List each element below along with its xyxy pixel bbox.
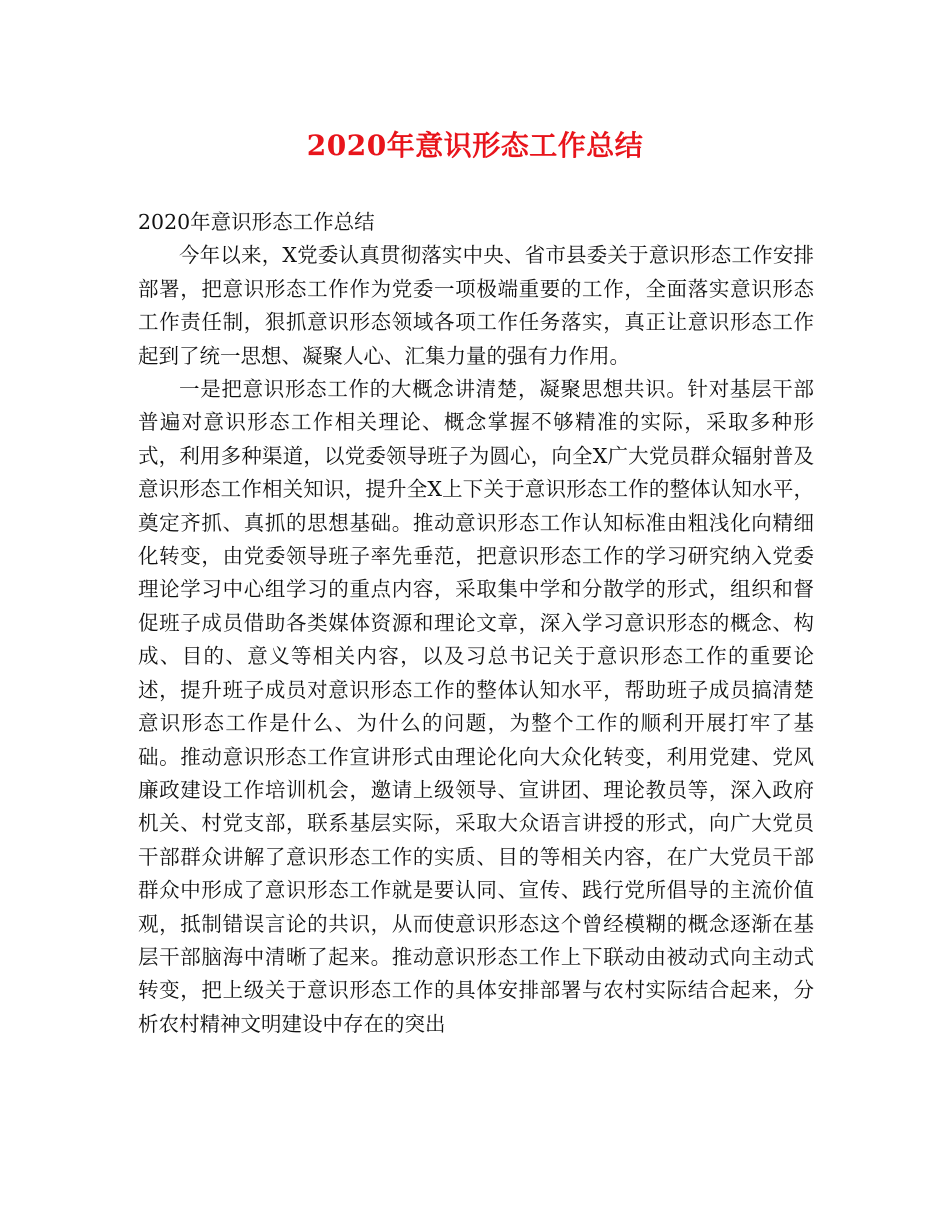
- document-title: 2020年意识形态工作总结: [306, 129, 644, 162]
- document-body: [138, 206, 814, 1041]
- document-subtitle: 2020年意识形态工作总结: [138, 210, 375, 234]
- paragraph-point-one: 一是把意识形态工作的大概念讲清楚，凝聚思想共识。针对基层干部普遍对意识形态工作相关理论、概念掌握不够精准的实际，采取多种形式，利用多种渠道，以党委领导班子为圆心，向全X广大党员群众辐射普及意识形态工作相关知识，提升全X上下关于意识形态工作的整体认知水平，奠定齐抓、真抓的思想基础。推动意识形态工作认知标准由粗浅化向精细化转变，由党委领导班子率先垂范，把意识形态工作的学习研究纳入党委理论学习中心组学习的重点内容，采取集中学和分散学的形式，组织和督促班子成员借助各类媒体资源和理论文章，深入学习意识形态的概念、构成、目的、意义等相关内容，以及习总书记关于意识形态工作的重要论述，提升班子成员对意识形态工作的整体认知水平，帮助班子成员搞清楚意识形态工作是什么、为什么的问题，为整个工作的顺利开展打牢了基础。推动意识形态工作宣讲形式由理论化向大众化转变，利用党建、党风廉政建设工作培训机会，邀请上级领导、宣讲团、理论教员等，深入政府机关、村党支部，联系基层实际，采取大众语言讲授的形式，向广大党员干部群众讲解了意识形态工作的实质、目的等相关内容，在广大党员干部群众中形成了意识形态工作就是要认同、宣传、践行党所倡导的主流价值观，抵制错误言论的共识，从而使意识形态这个曾经模糊的概念逐渐在基层干部脑海中清晰了起来。推动意识形态工作上下联动由被动式向主动式转变，把上级关于意识形态工作的具体安排部署与农村实际结合起来，分析农村精神文明建设中存在的突出: [138, 377, 814, 1036]
- paragraph-intro: 今年以来，X党委认真贯彻落实中央、省市县委关于意识形态工作安排部署，把意识形态工作作为党委一项极端重要的工作，全面落实意识形态工作责任制，狠抓意识形态领域各项工作任务落实，真正让意识形态工作起到了统一思想、凝聚人心、汇集力量的强有力作用。: [138, 243, 814, 368]
